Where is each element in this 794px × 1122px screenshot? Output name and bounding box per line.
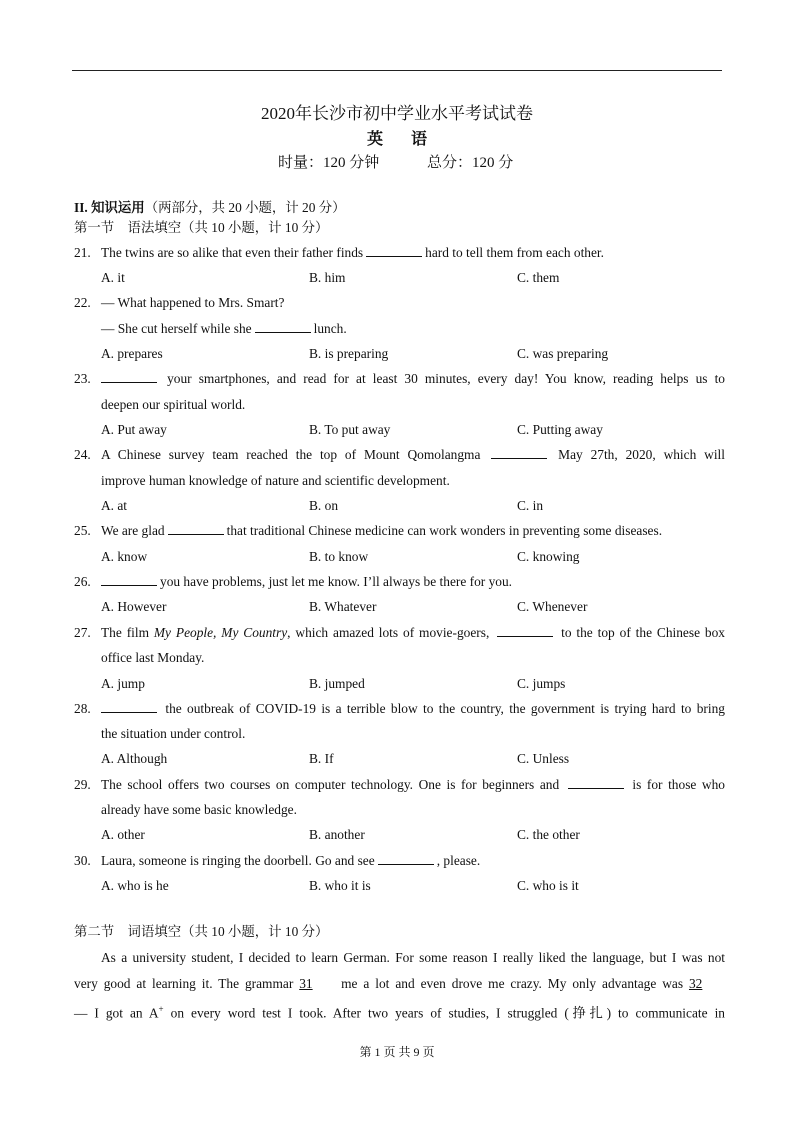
option-c: C. Unless (517, 751, 570, 766)
question-text-post: May 27th, 2020, which will (558, 447, 725, 462)
question-text-post: is for those who (632, 777, 725, 792)
option-b: B. jumped (309, 676, 365, 691)
option-c: C. the other (517, 827, 580, 842)
option-b: B. To put away (309, 422, 391, 437)
answer-blank (101, 700, 157, 713)
answer-blank (568, 776, 624, 789)
passage-line: As a university student, I decided to learn German. For some reason I really liked the language, but I was not (101, 950, 725, 965)
question-text-post: you have problems, just let me know. I’ll always be there for you. (160, 574, 513, 589)
question-text-pre: The school offers two courses on computer technology. One is for beginners and (101, 777, 560, 792)
question-text: the situation under control. (101, 726, 246, 741)
option-c: C. Whenever (517, 599, 588, 614)
option-a: A. other (101, 827, 145, 842)
top-rule (72, 70, 722, 71)
question-text (101, 624, 725, 642)
question-text: improve human knowledge of nature and scientific development. (101, 473, 450, 488)
grade-superscript: + (158, 1004, 164, 1014)
question-text-pre: A Chinese survey team reached the top of Mount Qomolangma (101, 447, 481, 462)
option-b: B. is preparing (309, 346, 389, 361)
question-text (101, 446, 725, 464)
question-number: 28. (74, 701, 91, 716)
question-text (101, 776, 725, 794)
question-number: 26. (74, 574, 91, 589)
question-number: 23. (74, 371, 91, 386)
question-text-post: lunch. (313, 321, 347, 336)
question-text-post: hard to tell them from each other. (425, 245, 604, 260)
subject-title: 英语 (366, 131, 455, 148)
question-text-pre: Laura, someone is ringing the doorbell. Go and see (101, 853, 375, 868)
question-number: 21. (74, 245, 91, 260)
option-a: A. However (101, 599, 167, 614)
answer-blank (497, 624, 553, 637)
option-c: C. in (517, 498, 544, 513)
question-text (101, 320, 347, 338)
blank-number: 32 (688, 976, 703, 991)
option-a: A. it (101, 270, 125, 285)
section-heading-rest: （两部分，共 20 小题，计 20 分） (144, 200, 346, 215)
part1-heading: 第一节 语法填空（共 10 小题，计 10 分） (74, 220, 329, 235)
option-c: C. who is it (517, 878, 579, 893)
option-c: C. knowing (517, 549, 580, 564)
option-b: B. another (309, 827, 365, 842)
option-c: C. them (517, 270, 560, 285)
answer-blank (168, 522, 224, 535)
question-number: 29. (74, 777, 91, 792)
section-heading-bold: II. 知识运用 (74, 200, 145, 215)
question-text-pre: The twins are so alike that even their father finds (101, 245, 364, 260)
question-text (101, 370, 725, 388)
question-number: 30. (74, 853, 91, 868)
passage-text: very good at learning it. The grammar (74, 976, 294, 991)
question-text: already have some basic knowledge. (101, 802, 297, 817)
answer-blank (366, 244, 422, 257)
question-text (101, 573, 512, 591)
option-a: A. Although (101, 751, 168, 766)
option-b: B. to know (309, 549, 369, 564)
question-text-post: to the top of the Chinese box (561, 625, 725, 640)
section-heading (74, 199, 346, 217)
option-b: B. Whatever (309, 599, 377, 614)
option-c: C. jumps (517, 676, 566, 691)
answer-blank (101, 573, 157, 586)
question-text (101, 244, 604, 262)
question-text-post: your smartphones, and read for at least 30 minutes, every day! You know, reading helps us to (167, 371, 725, 386)
option-a: A. know (101, 549, 148, 564)
answer-blank (378, 852, 434, 865)
option-c: C. Putting away (517, 422, 603, 437)
page-footer: 第 1 页 共 9 页 (359, 1045, 435, 1059)
question-text (101, 700, 725, 718)
option-a: A. at (101, 498, 128, 513)
question-text: office last Monday. (101, 650, 205, 665)
option-b: B. If (309, 751, 334, 766)
passage-line (74, 975, 725, 993)
score-info: 总分：120 分 (427, 155, 514, 171)
passage-text: — I got an A (74, 1005, 159, 1021)
option-c: C. was preparing (517, 346, 609, 361)
exam-title: 2020年长沙市初中学业水平考试试卷 (261, 104, 533, 123)
option-a: A. who is he (101, 878, 169, 893)
option-a: A. prepares (101, 346, 163, 361)
part2-heading: 第二节 词语填空（共 10 小题，计 10 分） (74, 924, 329, 939)
time-info: 时量：120 分钟 (278, 155, 380, 171)
question-text: — What happened to Mrs. Smart? (101, 295, 285, 310)
blank-number: 31 (299, 976, 313, 991)
question-text-pre: We are glad (101, 523, 165, 538)
question-text-mid: , which amazed lots of movie-goers, (287, 625, 490, 640)
answer-blank (491, 446, 547, 459)
question-text (101, 522, 662, 540)
option-b: B. on (309, 498, 339, 513)
answer-blank (101, 370, 157, 383)
option-b: B. who it is (309, 878, 371, 893)
option-a: A. jump (101, 676, 145, 691)
question-text-pre: — She cut herself while she (101, 321, 252, 336)
question-text (101, 852, 480, 870)
question-number: 22. (74, 295, 91, 310)
film-title: My People, My Country (153, 625, 288, 640)
question-number: 27. (74, 625, 91, 640)
passage-line (74, 1000, 725, 1022)
passage-text: me a lot and even drove me crazy. My only advantage was (341, 976, 684, 991)
passage-text: on every word test I took. After two years of studies, I struggled (挣扎) to communicate in (163, 1005, 725, 1021)
option-b: B. him (309, 270, 346, 285)
answer-blank (255, 320, 311, 333)
question-text-post: the outbreak of COVID-19 is a terrible blow to the country, the government is trying hard to bring (165, 701, 725, 716)
option-a: A. Put away (101, 422, 167, 437)
question-text-pre: The film (101, 625, 150, 640)
question-text-post: , please. (436, 853, 481, 868)
question-text: deepen our spiritual world. (101, 397, 246, 412)
question-number: 24. (74, 447, 91, 462)
question-number: 25. (74, 523, 91, 538)
question-text-post: that traditional Chinese medicine can work wonders in preventing some diseases. (226, 523, 663, 538)
